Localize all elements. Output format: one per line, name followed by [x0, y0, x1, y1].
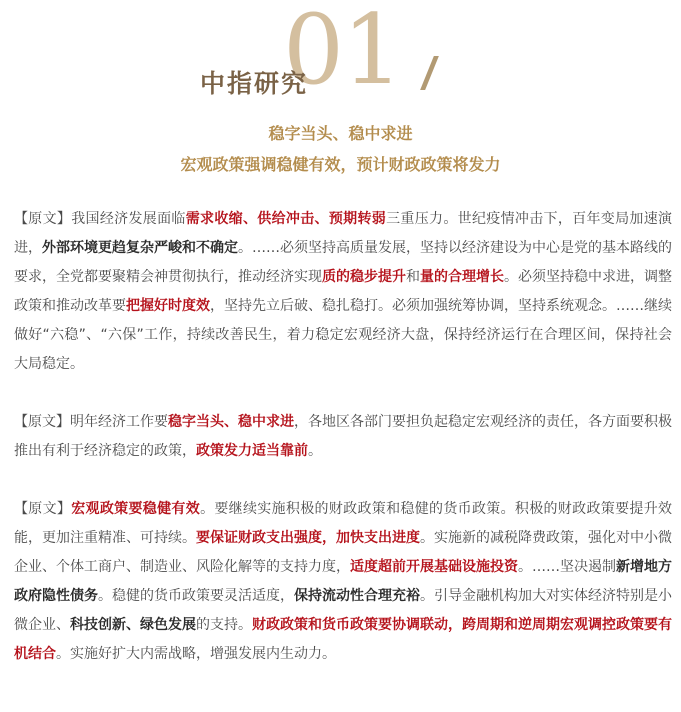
- paragraph-1: [14, 205, 672, 379]
- paragraph-segment: 新增地方政府隐性债务: [14, 559, 672, 604]
- decorative-slash-icon: [420, 56, 439, 90]
- section-number: 01: [283, 0, 402, 106]
- paragraph-segment: 三重压力。世纪疫情冲击下，百年变局加速演进，: [14, 211, 673, 256]
- paragraph-3: [14, 495, 672, 669]
- paragraph-segment: ，各地区各部门要担负起稳定宏观经济的责任，各方面要积极推出有利于经济稳定的政策，: [14, 414, 672, 459]
- subtitle-line-1: 稳字当头、稳中求进: [268, 124, 413, 143]
- paragraph-segment: 质的稳步提升: [322, 269, 406, 285]
- paragraph-segment: ，坚持先立后破、稳扎稳打。必须加强统筹协调，坚持系统观念。……继续做好“六稳”、“六保”工作，持续改善民生，着力稳定宏观经济大盘，保持经济运行在合理区间，保持社会大局稳定。: [14, 298, 672, 372]
- section-header: [0, 0, 681, 112]
- subtitle-line-2: 宏观政策强调稳健有效，预计财政政策将发力: [180, 155, 501, 174]
- article-body: [14, 205, 672, 698]
- paragraph-segment: 。稳健的货币政策要灵活适度，: [98, 588, 294, 604]
- paragraph-segment: 财政政策和货币政策要协调联动，跨周期和逆周期宏观调控政策要有机结合: [14, 617, 672, 662]
- paragraph-2: [14, 408, 672, 466]
- paragraph-segment: 科技创新、绿色发展: [70, 617, 196, 633]
- paragraph-segment: 需求收缩、供给冲击、预期转弱: [185, 211, 387, 227]
- paragraph-segment: 稳字当头、稳中求进: [168, 414, 294, 430]
- paragraph-segment: 【原文】: [14, 501, 72, 517]
- paragraph-segment: 。引导金融机构加大对实体经济特别是小微企业、: [14, 588, 672, 633]
- paragraph-segment: 量的合理增长: [420, 269, 504, 285]
- paragraph-segment: 。必须坚持稳中求进，调整政策和推动改革要: [14, 269, 672, 314]
- paragraph-segment: 【原文】明年经济工作要: [14, 414, 168, 430]
- paragraph-segment: 适度超前开展基础设施投资: [350, 559, 518, 575]
- paragraph-segment: 。实施新的减税降费政策，强化对中小微企业、个体工商户、制造业、风险化解等的支持力度，: [14, 530, 672, 575]
- paragraph-segment: 。……必须坚持高质量发展，坚持以经济建设为中心是党的基本路线的要求，全党都要聚精会神贯彻执行，推动经济实现: [14, 240, 672, 285]
- paragraph-segment: 外部环境更趋复杂严峻和不确定: [42, 240, 238, 256]
- paragraph-segment: 。实施好扩大内需战略，增强发展内生动力。: [56, 646, 336, 662]
- paragraph-segment: 。: [308, 443, 322, 459]
- brand-title: 中指研究: [200, 69, 309, 98]
- paragraph-segment: 宏观政策要稳健有效: [71, 501, 201, 517]
- paragraph-segment: 。要继续实施积极的财政政策和稳健的货币政策。积极的财政政策要提升效能，更加注重精准、可持续。: [14, 501, 673, 546]
- paragraph-segment: 。……坚决遏制: [518, 559, 616, 575]
- paragraph-segment: 的支持。: [196, 617, 252, 633]
- paragraph-segment: 【原文】我国经济发展面临: [14, 211, 186, 227]
- paragraph-segment: 保持流动性合理充裕: [294, 588, 420, 604]
- paragraph-segment: 要保证财政支出强度，加快支出进度: [196, 530, 420, 546]
- paragraph-segment: 把握好时度效: [126, 298, 210, 314]
- paragraph-segment: 和: [406, 269, 420, 285]
- paragraph-segment: 政策发力适当靠前: [196, 443, 308, 459]
